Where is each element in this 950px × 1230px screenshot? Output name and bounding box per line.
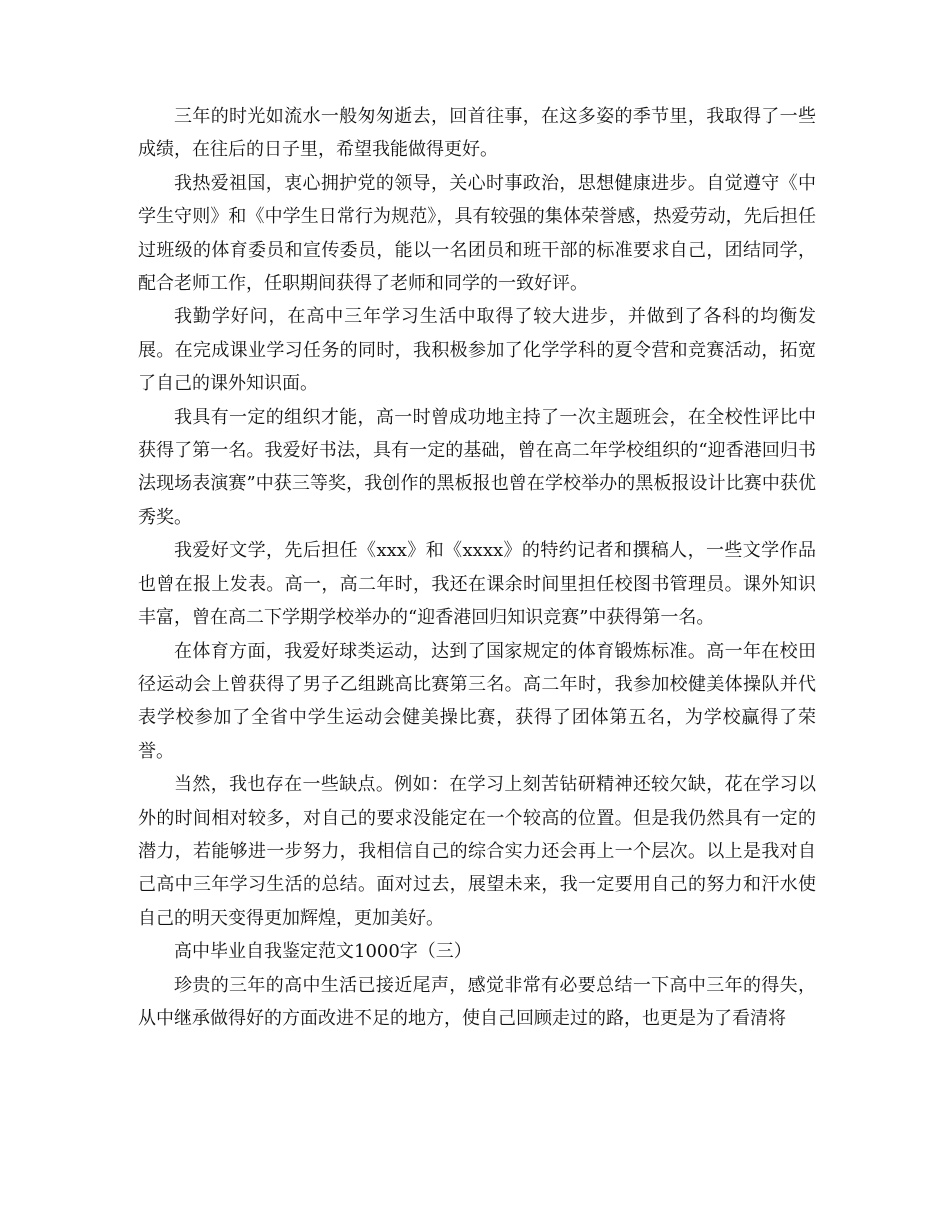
document-body — [138, 100, 816, 1035]
paragraph-intro: 三年的时光如流水一般匆匆逝去，回首往事，在这多姿的季节里，我取得了一些成绩，在往后的日子里，希望我能做得更好。 — [138, 106, 816, 161]
section-heading: 高中毕业自我鉴定范文1000字（三） — [174, 941, 472, 963]
paragraph-patriotism: 我热爱祖国，衷心拥护党的领导，关心时事政治，思想健康进步。自觉遵守《中学生守则》和《中学生日常行为规范》，具有较强的集体荣誉感，热爱劳动，先后担任过班级的体育委员和宣传委员，能以一名团员和班干部的标准要求自己，团结同学，配合老师工作，任职期间获得了老师和同学的一致好评。 — [138, 172, 816, 295]
paragraph-literature: 我爱好文学，先后担任《xxx》和《xxxx》的特约记者和撰稿人，一些文学作品也曾在报上发表。高一，高二年时，我还在课余时间里担任校图书管理员。课外知识丰富，曾在高二下学期学校举办的“迎香港回归知识竞赛”中获得第一名。 — [138, 540, 816, 629]
paragraph-organization: 我具有一定的组织才能，高一时曾成功地主持了一次主题班会，在全校性评比中获得了第一名。我爱好书法，具有一定的基础，曾在高二年学校组织的“迎香港回归书法现场表演赛”中获三等奖，我创作的黑板报也曾在学校举办的黑板报设计比赛中获优秀奖。 — [138, 406, 816, 528]
paragraph-study: 我勤学好问，在高中三年学习生活中取得了较大进步，并做到了各科的均衡发展。在完成课业学习任务的同时，我积极参加了化学学科的夏令营和竞赛活动，拓宽了自己的课外知识面。 — [138, 306, 816, 395]
paragraph-sports: 在体育方面，我爱好球类运动，达到了国家规定的体育锻炼标准。高一年在校田径运动会上曾获得了男子乙组跳高比赛第三名。高二年时，我参加校健美体操队并代表学校参加了全省中学生运动会健美操比赛，获得了团体第五名，为学校赢得了荣誉。 — [138, 640, 816, 762]
paragraph-section-three-intro: 珍贵的三年的高中生活已接近尾声，感觉非常有必要总结一下高中三年的得失，从中继承做得好的方面改进不足的地方，使自己回顾走过的路，也更是为了看清将 — [138, 974, 816, 1029]
paragraph-shortcomings: 当然，我也存在一些缺点。例如：在学习上刻苦钻研精神还较欠缺，花在学习以外的时间相对较多，对自己的要求没能定在一个较高的位置。但是我仍然具有一定的潜力，若能够进一步努力，我相信自己的综合实力还会再上一个层次。以上是我对自己高中三年学习生活的总结。面对过去，展望未来，我一定要用自己的努力和汗水使自己的明天变得更加辉煌，更加美好。 — [138, 774, 816, 929]
